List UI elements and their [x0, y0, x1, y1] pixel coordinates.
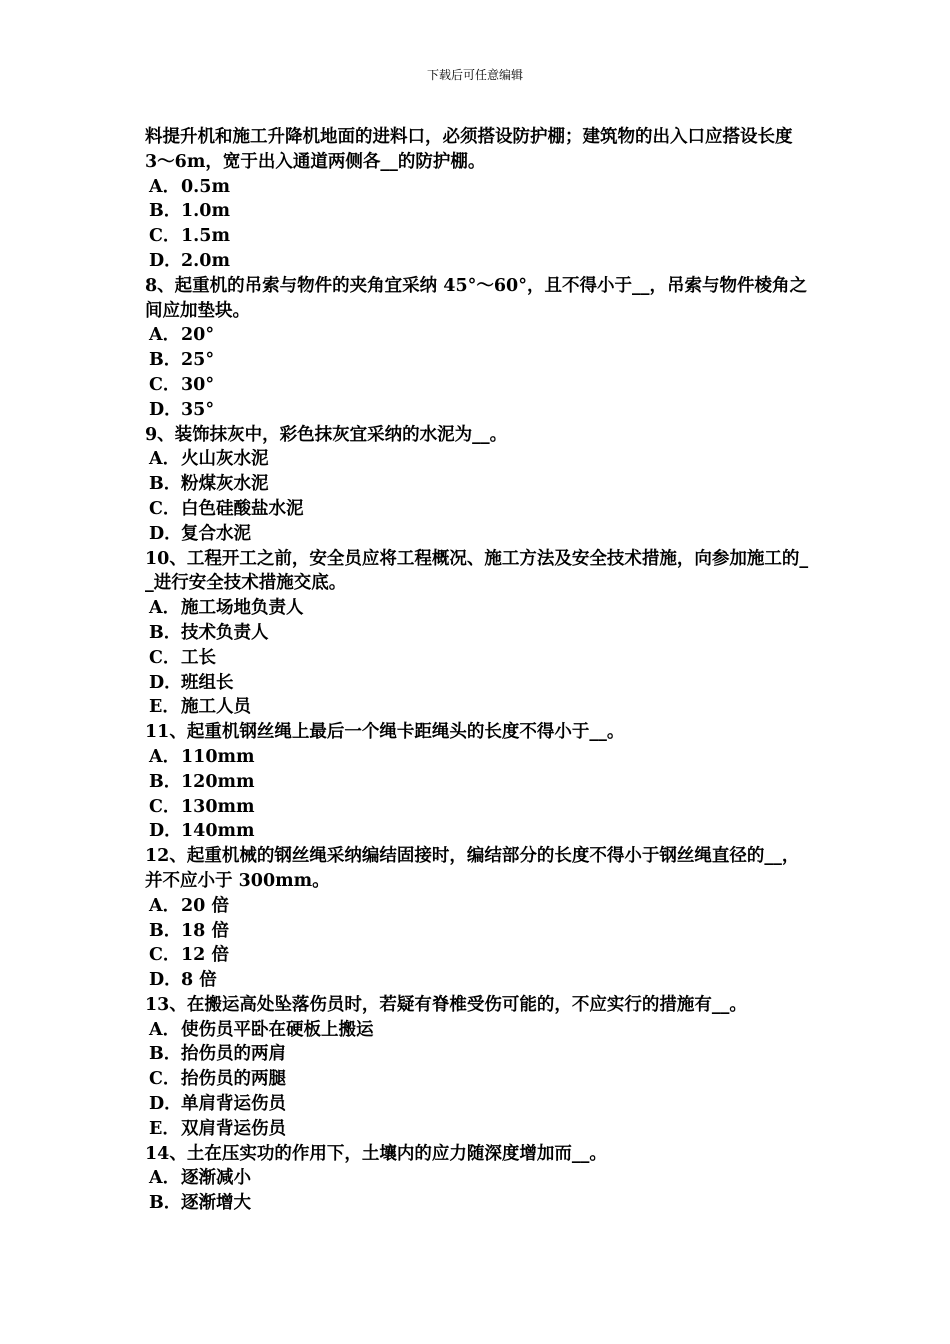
option-13-e — [145, 1117, 810, 1142]
option-text: 班组长 — [181, 672, 234, 693]
question-text-intro: 料提升机和施工升降机地面的进料口，必须搭设防护棚；建筑物的出入口应搭设长度 3～6m，宽于出入通道两侧各__的防护棚。 — [145, 127, 793, 172]
option-text: 抬伤员的两腿 — [181, 1069, 286, 1090]
option-letter: B． — [149, 920, 182, 941]
option-text: 火山灰水泥 — [181, 449, 269, 470]
option-letter: B． — [149, 1044, 182, 1065]
option-letter: C． — [149, 796, 181, 817]
option-10-d — [145, 671, 810, 696]
option-text: 12 倍 — [181, 945, 229, 966]
option-letter: C． — [149, 226, 181, 247]
option-13-c — [145, 1067, 810, 1092]
option-9-b — [145, 472, 810, 497]
option-letter: E． — [149, 697, 180, 718]
option-intro-c — [145, 224, 810, 249]
option-10-b — [145, 621, 810, 646]
option-9-c — [145, 497, 810, 522]
option-11-b — [145, 770, 810, 795]
option-text: 35° — [181, 399, 215, 420]
option-letter: C． — [149, 1069, 181, 1090]
option-11-c — [145, 795, 810, 820]
option-letter: C． — [149, 647, 181, 668]
option-13-a — [145, 1018, 810, 1043]
question-text-13: 13、在搬运高处坠落伤员时，若疑有脊椎受伤可能的，不应实行的措施有__。 — [145, 994, 747, 1015]
option-10-c — [145, 646, 810, 671]
option-11-a — [145, 745, 810, 770]
question-text-11: 11、起重机钢丝绳上最后一个绳卡距绳头的长度不得小于__。 — [145, 722, 625, 743]
option-12-d — [145, 968, 810, 993]
option-letter: D． — [149, 1094, 182, 1115]
option-text: 0.5m — [181, 176, 230, 197]
option-letter: B． — [149, 1193, 182, 1214]
option-letter: D． — [149, 399, 182, 420]
option-letter: C． — [149, 498, 181, 519]
option-text: 技术负责人 — [181, 622, 269, 643]
option-letter: A． — [149, 746, 181, 767]
question-text-10: 10、工程开工之前，安全员应将工程概况、施工方法及安全技术措施，向参加施工的__进行安全技术措施交底。 — [145, 548, 809, 594]
option-text: 粉煤灰水泥 — [181, 474, 269, 495]
option-letter: D． — [149, 523, 182, 544]
option-letter: D． — [149, 821, 182, 842]
option-text: 施工场地负责人 — [181, 598, 304, 619]
option-text: 130mm — [181, 796, 255, 817]
option-text: 单肩背运伤员 — [181, 1094, 286, 1115]
option-letter: B． — [149, 474, 182, 495]
question-text-12: 12、起重机械的钢丝绳采纳编结固接时，编结部分的长度不得小于钢丝绳直径的__，并不应小于 300mm。 — [145, 846, 800, 891]
option-letter: B． — [149, 622, 182, 643]
option-intro-d — [145, 249, 810, 274]
option-text: 2.0m — [181, 250, 230, 271]
option-text: 110mm — [181, 746, 255, 767]
option-text: 复合水泥 — [181, 523, 251, 544]
option-12-a — [145, 894, 810, 919]
document-body — [145, 125, 810, 1216]
option-text: 施工人员 — [181, 697, 251, 718]
option-text: 18 倍 — [181, 920, 229, 941]
option-letter: B． — [149, 771, 182, 792]
option-letter: D． — [149, 970, 182, 991]
option-letter: B． — [149, 201, 182, 222]
option-letter: A． — [149, 1168, 181, 1189]
option-text: 逐渐减小 — [181, 1168, 251, 1189]
option-8-a — [145, 323, 810, 348]
option-8-c — [145, 373, 810, 398]
option-11-d — [145, 819, 810, 844]
option-12-b — [145, 919, 810, 944]
option-text: 1.0m — [181, 201, 230, 222]
option-text: 白色硅酸盐水泥 — [181, 498, 304, 519]
option-letter: A． — [149, 325, 181, 346]
question-text-9: 9、装饰抹灰中，彩色抹灰宜采纳的水泥为__。 — [145, 424, 508, 445]
option-10-e — [145, 695, 810, 720]
option-text: 20° — [181, 325, 215, 346]
option-letter: C． — [149, 374, 181, 395]
question-text-14: 14、土在压实功的作用下，土壤内的应力随深度增加而__。 — [145, 1143, 607, 1164]
option-intro-a — [145, 175, 810, 200]
option-letter: D． — [149, 672, 182, 693]
option-letter: A． — [149, 449, 181, 470]
option-9-d — [145, 522, 810, 547]
page-header: 下载后可任意编辑 — [426, 68, 523, 82]
option-letter: D． — [149, 250, 182, 271]
option-letter: A． — [149, 895, 181, 916]
option-letter: E． — [149, 1118, 180, 1139]
option-text: 8 倍 — [181, 970, 217, 991]
option-14-b — [145, 1191, 810, 1216]
option-letter: A． — [149, 1019, 181, 1040]
option-12-c — [145, 943, 810, 968]
option-text: 120mm — [181, 771, 255, 792]
option-text: 1.5m — [181, 226, 230, 247]
option-text: 20 倍 — [181, 895, 229, 916]
option-letter: A． — [149, 176, 181, 197]
option-text: 25° — [181, 350, 215, 371]
option-intro-b — [145, 199, 810, 224]
option-text: 使伤员平卧在硬板上搬运 — [181, 1019, 374, 1040]
option-8-b — [145, 348, 810, 373]
option-text: 双肩背运伤员 — [181, 1118, 286, 1139]
option-13-d — [145, 1092, 810, 1117]
option-text: 逐渐增大 — [181, 1193, 251, 1214]
option-10-a — [145, 596, 810, 621]
option-14-a — [145, 1166, 810, 1191]
option-letter: B． — [149, 350, 182, 371]
option-text: 抬伤员的两肩 — [181, 1044, 286, 1065]
option-text: 工长 — [181, 647, 216, 668]
question-text-8: 8、起重机的吊索与物件的夹角宜采纳 45°～60°，且不得小于__，吊索与物件棱角之间应加垫块。 — [145, 275, 807, 321]
option-letter: A． — [149, 598, 181, 619]
option-text: 140mm — [181, 821, 255, 842]
option-13-b — [145, 1042, 810, 1067]
option-text: 30° — [181, 374, 215, 395]
option-8-d — [145, 398, 810, 423]
option-letter: C． — [149, 945, 181, 966]
option-9-a — [145, 447, 810, 472]
